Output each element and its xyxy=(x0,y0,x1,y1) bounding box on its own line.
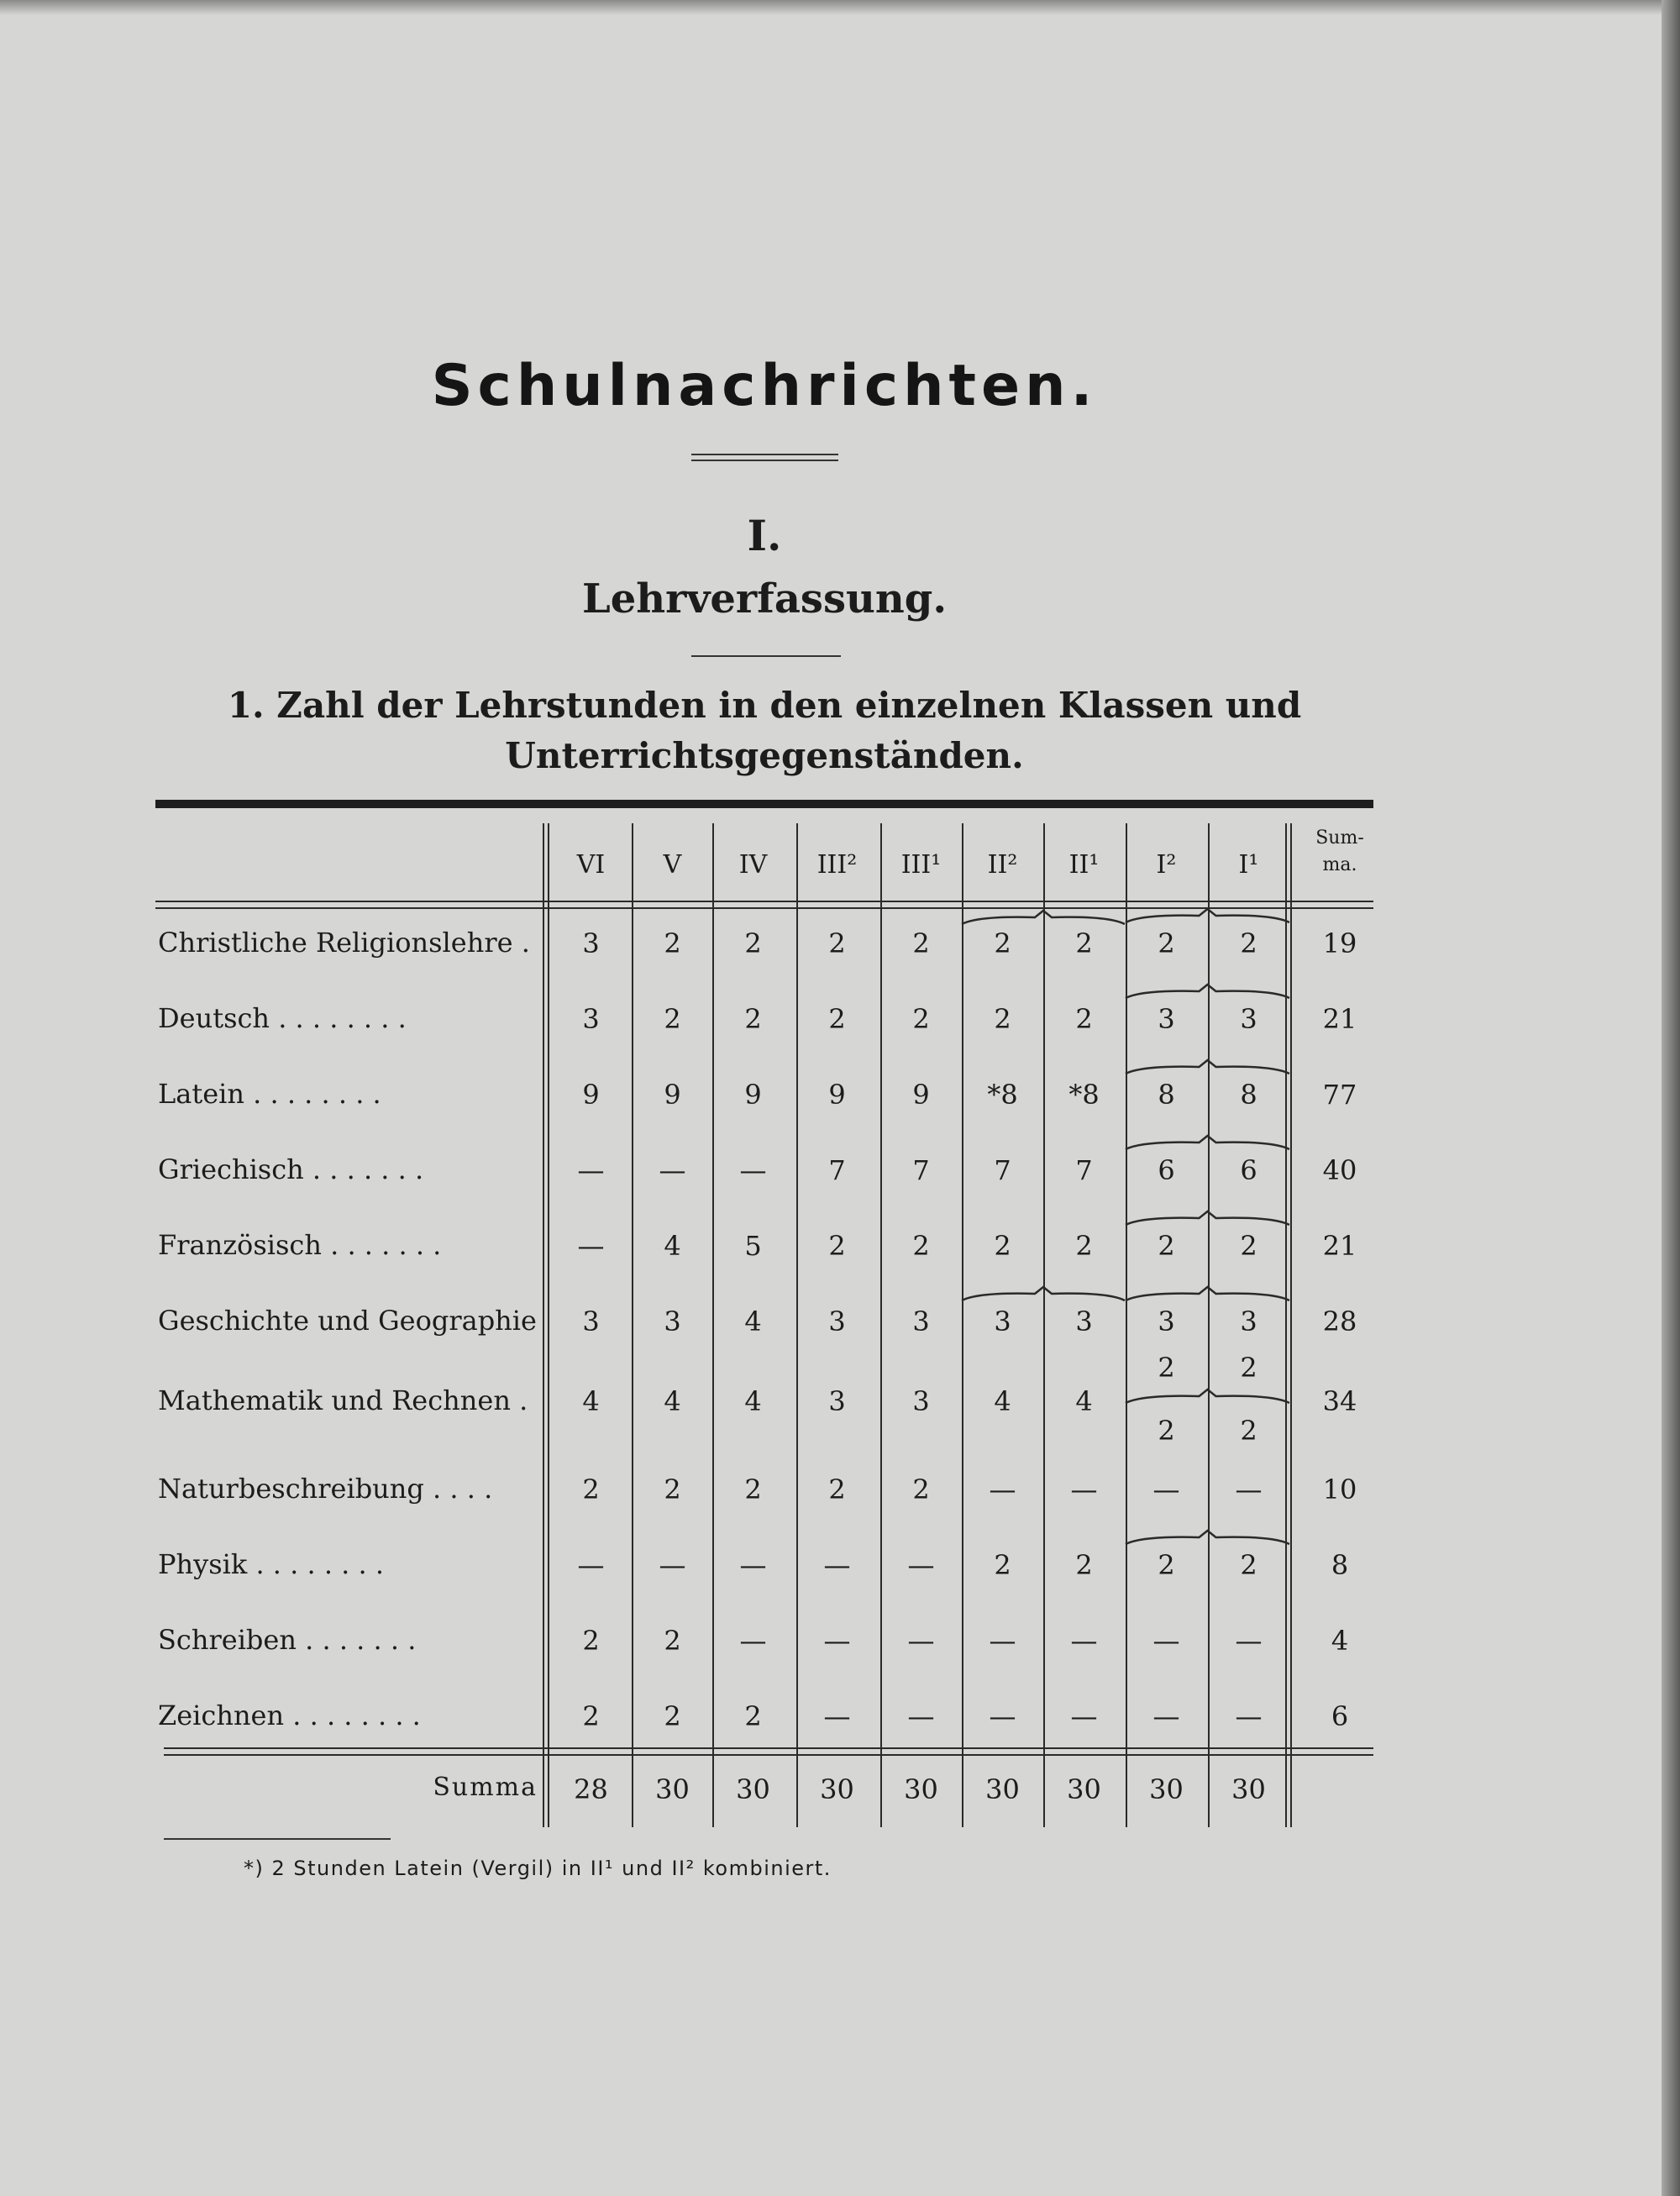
table-cell: *8 xyxy=(987,1079,1018,1111)
table-row-subject: Schreiben . . . . . . . xyxy=(158,1624,417,1656)
table-cell: 4 xyxy=(664,1230,681,1262)
summa-cell: 30 xyxy=(985,1773,1020,1805)
table-row-subject: Mathematik und Rechnen . xyxy=(158,1384,528,1416)
table-cell: 4 xyxy=(582,1385,600,1417)
footnote-rule xyxy=(164,1838,391,1840)
table-row-total: 77 xyxy=(1322,1079,1357,1111)
table-row-total: 34 xyxy=(1322,1385,1357,1417)
summa-cell: 30 xyxy=(1067,1773,1101,1805)
table-cell: 3 xyxy=(912,1306,930,1337)
table-cell: 2 xyxy=(1240,927,1257,959)
table-cell: 2 xyxy=(582,1700,600,1732)
table-cell: 5 xyxy=(744,1230,762,1262)
table-row-subject: Physik . . . . . . . . xyxy=(158,1548,385,1580)
table-row-subject: Zeichnen . . . . . . . . xyxy=(158,1700,421,1731)
table-cell: 3 xyxy=(1158,1003,1175,1035)
table-row-subject: Französisch . . . . . . . xyxy=(158,1229,442,1261)
summa-rule xyxy=(164,1747,1373,1749)
table-cell: 6 xyxy=(1158,1154,1175,1186)
table-cell: — xyxy=(989,1700,1016,1732)
table-cell: 9 xyxy=(828,1079,846,1111)
table-cell: 2 xyxy=(1158,1549,1175,1581)
table-cell: 2 xyxy=(744,1474,762,1505)
table-cell: 3 xyxy=(994,1306,1011,1337)
table-cell: 7 xyxy=(994,1154,1011,1186)
table-top-rule xyxy=(155,800,1373,808)
column-header: IV xyxy=(738,850,768,880)
table-cell: — xyxy=(823,1625,851,1657)
table-cell: 2 xyxy=(664,1700,681,1732)
table-cell: 9 xyxy=(744,1079,762,1111)
table-cell: — xyxy=(1152,1700,1180,1732)
table-cell: 3 xyxy=(664,1306,681,1337)
table-cell: 4 xyxy=(994,1385,1011,1417)
table-cell: 2 xyxy=(582,1625,600,1657)
table-cell: 7 xyxy=(912,1154,930,1186)
table-row-subject: Latein . . . . . . . . xyxy=(158,1078,381,1110)
table-cell: 3 xyxy=(828,1385,846,1417)
table-cell: 3 xyxy=(1240,1306,1257,1337)
table-cell: — xyxy=(577,1154,605,1186)
table-cell: — xyxy=(823,1549,851,1581)
summa-cell: 28 xyxy=(574,1773,608,1805)
column-divider xyxy=(1290,823,1292,1827)
header-rule xyxy=(155,907,1373,909)
column-header: III¹ xyxy=(900,850,942,880)
table-cell: 3 xyxy=(1075,1306,1093,1337)
table-cell: 2 xyxy=(664,1474,681,1505)
table-row-total: 6 xyxy=(1331,1700,1349,1732)
table-cell: 2 xyxy=(1158,1230,1175,1262)
table-cell: 4 xyxy=(744,1385,762,1417)
table-cell: — xyxy=(659,1154,686,1186)
table-cell: — xyxy=(659,1549,686,1581)
table-cell: 2 xyxy=(912,1003,930,1035)
table-row-subject: Geschichte und Geographie xyxy=(158,1305,537,1337)
table-cell: 9 xyxy=(582,1079,600,1111)
table-cell: 2 xyxy=(1240,1352,1257,1384)
table-cell: 2 xyxy=(1240,1549,1257,1581)
table-row-total: 21 xyxy=(1322,1230,1357,1262)
table-cell: 8 xyxy=(1240,1079,1257,1111)
table-cell: 4 xyxy=(744,1306,762,1337)
table-cell: 2 xyxy=(582,1474,600,1505)
table-cell: 2 xyxy=(828,1474,846,1505)
summa-label: Summa xyxy=(433,1773,538,1802)
summa-cell: 30 xyxy=(904,1773,938,1805)
table-row-total: 8 xyxy=(1331,1549,1349,1581)
table-cell: 2 xyxy=(1158,1415,1175,1447)
table-cell: — xyxy=(577,1549,605,1581)
table-cell: 2 xyxy=(1158,927,1175,959)
table-cell: — xyxy=(1070,1625,1098,1657)
table-cell: 2 xyxy=(1075,927,1093,959)
table-row-subject: Griechisch . . . . . . . xyxy=(158,1153,424,1185)
table-cell: — xyxy=(1070,1474,1098,1505)
table-cell: 3 xyxy=(582,927,600,959)
table-cell: 2 xyxy=(994,1230,1011,1262)
table-cell: 2 xyxy=(912,1230,930,1262)
table-row-total: 28 xyxy=(1322,1306,1357,1337)
table-cell: 4 xyxy=(664,1385,681,1417)
table-cell: 3 xyxy=(828,1306,846,1337)
table-cell: 2 xyxy=(1240,1230,1257,1262)
table-cell: 2 xyxy=(1158,1352,1175,1384)
table-cell: — xyxy=(907,1625,935,1657)
table-row-total: 40 xyxy=(1322,1154,1357,1186)
table-cell: 2 xyxy=(1240,1415,1257,1447)
table-row-subject: Christliche Religionslehre . xyxy=(158,927,530,959)
title-double-rule xyxy=(691,454,838,461)
table-row-total: 19 xyxy=(1322,927,1357,959)
column-header: III² xyxy=(816,850,858,880)
summa-cell: 30 xyxy=(736,1773,770,1805)
table-cell: 2 xyxy=(1075,1230,1093,1262)
table-cell: 2 xyxy=(744,1700,762,1732)
header-rule xyxy=(155,901,1373,902)
page-edge-right xyxy=(1662,0,1680,2196)
table-cell: — xyxy=(1152,1625,1180,1657)
column-header: I¹ xyxy=(1238,850,1259,880)
table-cell: — xyxy=(989,1625,1016,1657)
table-cell: — xyxy=(739,1625,767,1657)
table-cell: — xyxy=(1235,1700,1263,1732)
table-cell: 2 xyxy=(912,927,930,959)
column-header: I² xyxy=(1156,850,1177,880)
table-cell: 2 xyxy=(664,1625,681,1657)
table-cell: 3 xyxy=(1158,1306,1175,1337)
table-cell: — xyxy=(989,1474,1016,1505)
table-cell: 3 xyxy=(582,1003,600,1035)
table-cell: 2 xyxy=(744,1003,762,1035)
table-cell: — xyxy=(1070,1700,1098,1732)
table-cell: — xyxy=(907,1700,935,1732)
footnote: *) 2 Stunden Latein (Vergil) in II¹ und II² kombiniert. xyxy=(244,1857,832,1880)
table-cell: 2 xyxy=(664,927,681,959)
summa-cell: 30 xyxy=(655,1773,690,1805)
table-cell: — xyxy=(823,1700,851,1732)
section-title: Lehrverfassung. xyxy=(581,575,948,623)
column-header: VI xyxy=(576,850,606,880)
section-rule xyxy=(691,655,841,657)
table-cell: 2 xyxy=(994,1003,1011,1035)
table-cell: — xyxy=(1235,1625,1263,1657)
table-cell: 2 xyxy=(1075,1003,1093,1035)
table-cell: 2 xyxy=(994,927,1011,959)
table-row-subject: Naturbeschreibung . . . . xyxy=(158,1473,493,1505)
table-cell: 8 xyxy=(1158,1079,1175,1111)
table-cell: *8 xyxy=(1068,1079,1100,1111)
table-subtitle: 1. Zahl der Lehrstunden in den einzelnen Klassen und Unterrichtsgegenständen. xyxy=(227,685,1302,776)
table-cell: 7 xyxy=(828,1154,846,1186)
table-cell: 2 xyxy=(994,1549,1011,1581)
table-row-total: 10 xyxy=(1322,1474,1357,1505)
table-cell: 2 xyxy=(828,927,846,959)
table-cell: 3 xyxy=(582,1306,600,1337)
column-divider xyxy=(548,823,549,1827)
table-row-total: 4 xyxy=(1331,1625,1349,1657)
table-cell: 2 xyxy=(912,1474,930,1505)
table-cell: — xyxy=(1235,1474,1263,1505)
main-title: Schulnachrichten. xyxy=(431,353,1098,419)
table-cell: 3 xyxy=(912,1385,930,1417)
table-cell: 7 xyxy=(1075,1154,1093,1186)
table-cell: 3 xyxy=(1240,1003,1257,1035)
column-header: V xyxy=(663,850,682,880)
summa-rule xyxy=(164,1754,1373,1756)
table-cell: — xyxy=(739,1154,767,1186)
column-header: II¹ xyxy=(1068,850,1100,880)
table-cell: 2 xyxy=(828,1003,846,1035)
table-cell: 6 xyxy=(1240,1154,1257,1186)
table-cell: 9 xyxy=(912,1079,930,1111)
table-cell: 2 xyxy=(828,1230,846,1262)
table-cell: — xyxy=(577,1230,605,1262)
table-cell: 2 xyxy=(744,927,762,959)
page-edge-top xyxy=(0,0,1680,15)
column-header-summa: Sum- ma. xyxy=(1315,827,1364,875)
table-cell: 2 xyxy=(664,1003,681,1035)
summa-cell: 30 xyxy=(1149,1773,1184,1805)
summa-cell: 30 xyxy=(820,1773,854,1805)
table-cell: 4 xyxy=(1075,1385,1093,1417)
table-cell: 2 xyxy=(1075,1549,1093,1581)
table-cell: — xyxy=(739,1549,767,1581)
section-number: I. xyxy=(747,511,782,560)
column-header: II² xyxy=(987,850,1018,880)
table-cell: — xyxy=(907,1549,935,1581)
summa-cell: 30 xyxy=(1231,1773,1266,1805)
table-cell: — xyxy=(1152,1474,1180,1505)
table-row-subject: Deutsch . . . . . . . . xyxy=(158,1002,407,1034)
table-cell: 9 xyxy=(664,1079,681,1111)
table-row-total: 21 xyxy=(1322,1003,1357,1035)
